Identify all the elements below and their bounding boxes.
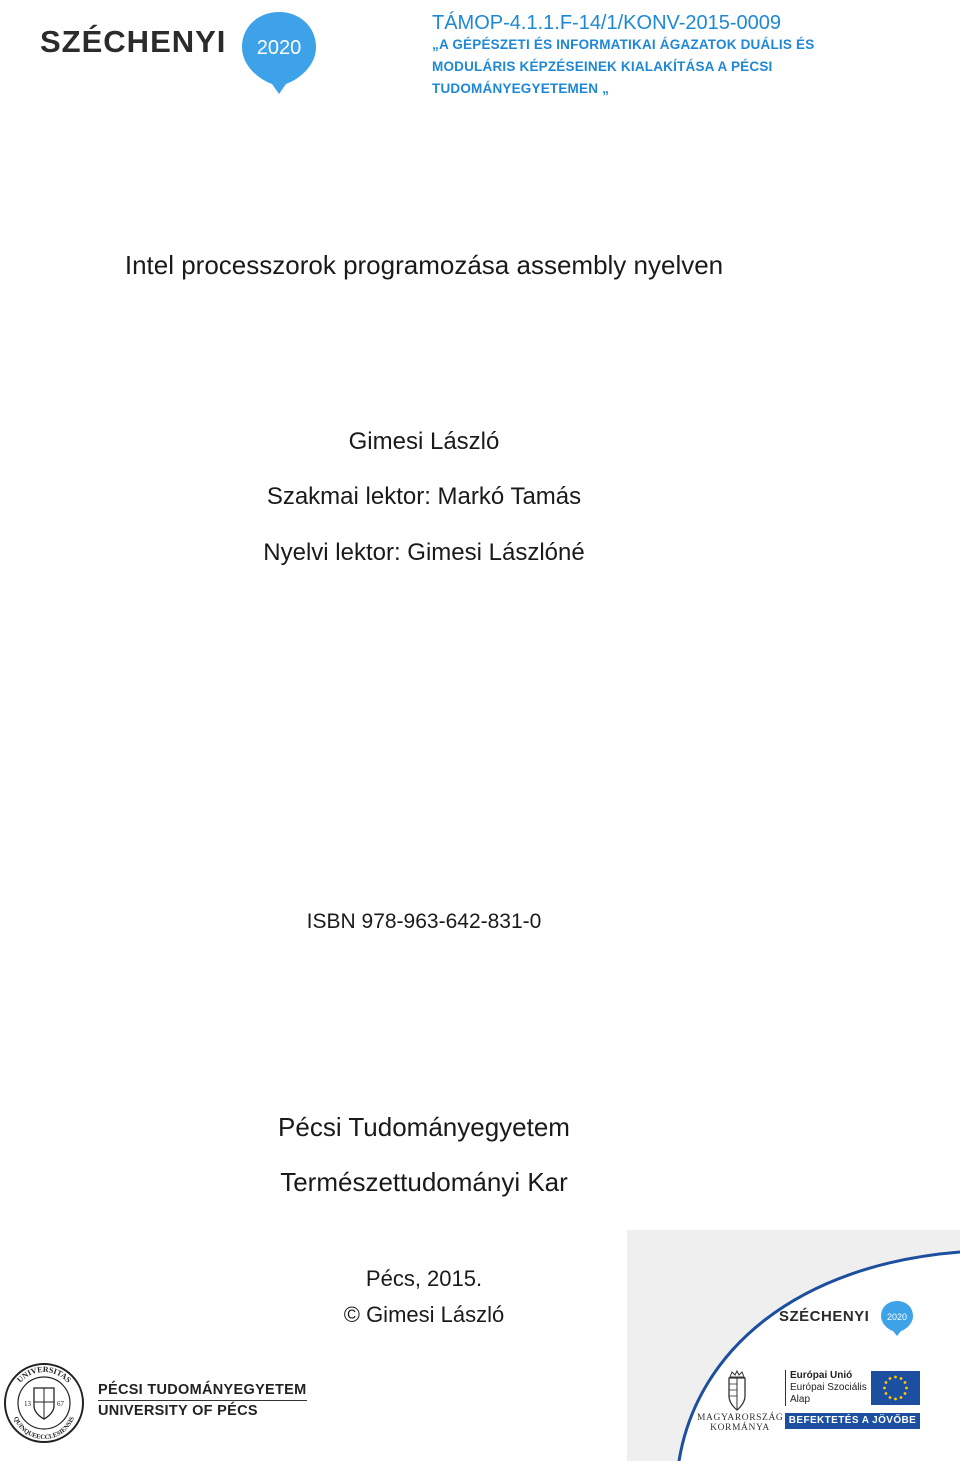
project-title-line-1: „A GÉPÉSZETI ÉS INFORMATIKAI ÁGAZATOK DUÁLIS ÉS <box>432 37 815 52</box>
university-name-en: UNIVERSITY OF PÉCS <box>98 1403 258 1419</box>
eu-flag-icon <box>871 1371 920 1405</box>
language-reviewer: Nyelvi lektor: Gimesi Lászlóné <box>263 539 585 566</box>
badge-location-pin-icon <box>879 1300 915 1336</box>
seal-year-left: 13 <box>24 1400 31 1408</box>
svg-text:UNIVERSITAS <box>15 1365 73 1385</box>
badge-logo-wordmark: SZÉCHENYI <box>779 1308 870 1325</box>
university-of-pecs-logo <box>0 1360 310 1450</box>
project-header <box>432 12 932 100</box>
seal-text-top: UNIVERSITAS <box>15 1364 73 1385</box>
isbn: ISBN 978-963-642-831-0 <box>306 910 542 933</box>
professional-reviewer: Szakmai lektor: Markó Tamás <box>266 483 582 510</box>
funding-badge <box>627 1230 960 1461</box>
eu-line-3: Alap <box>790 1394 811 1405</box>
badge-logo-year: 2020 <box>886 1312 908 1322</box>
investing-in-future-banner: BEFEKTETÉS A JÖVŐBE <box>785 1413 920 1429</box>
place-year: Pécs, 2015. <box>365 1266 483 1291</box>
project-title-line-3: TUDOMÁNYEGYETEMEN „ <box>432 81 610 96</box>
gov-line-1: MAGYARORSZÁG <box>697 1413 784 1423</box>
university-wordmark <box>98 1382 307 1419</box>
eu-text-block <box>785 1370 867 1406</box>
eu-line-1: Európai Unió <box>790 1370 853 1381</box>
seal-text-bottom: QUINQUEECCLESIENSIS <box>11 1415 77 1442</box>
project-title-line-2: MODULÁRIS KÉPZÉSEINEK KIALAKÍTÁSA A PÉCSI <box>432 59 773 74</box>
government-wordmark <box>697 1413 783 1433</box>
location-pin-icon <box>236 8 322 94</box>
project-code: TÁMOP-4.1.1.F-14/1/KONV-2015-0009 <box>432 12 782 34</box>
seal-year-right: 67 <box>57 1400 64 1408</box>
faculty-name: Természettudományi Kar <box>280 1167 568 1197</box>
logo-wordmark: SZÉCHENYI <box>40 24 227 59</box>
copyright: © Gimesi László <box>343 1302 505 1327</box>
szechenyi-2020-logo <box>40 8 300 94</box>
eu-line-2: Európai Szociális <box>790 1382 867 1393</box>
university-name-hu: PÉCSI TUDOMÁNYEGYETEM <box>98 1382 307 1401</box>
gov-line-2: KORMÁNYA <box>710 1423 770 1433</box>
university-seal-icon <box>3 1362 85 1444</box>
hungarian-coat-of-arms-icon <box>720 1370 754 1412</box>
logo-year: 2020 <box>256 37 302 59</box>
university-name: Pécsi Tudományegyetem <box>278 1112 570 1142</box>
book-title: Intel processzorok programozása assembly nyelven <box>124 250 724 280</box>
author: Gimesi László <box>348 428 500 455</box>
